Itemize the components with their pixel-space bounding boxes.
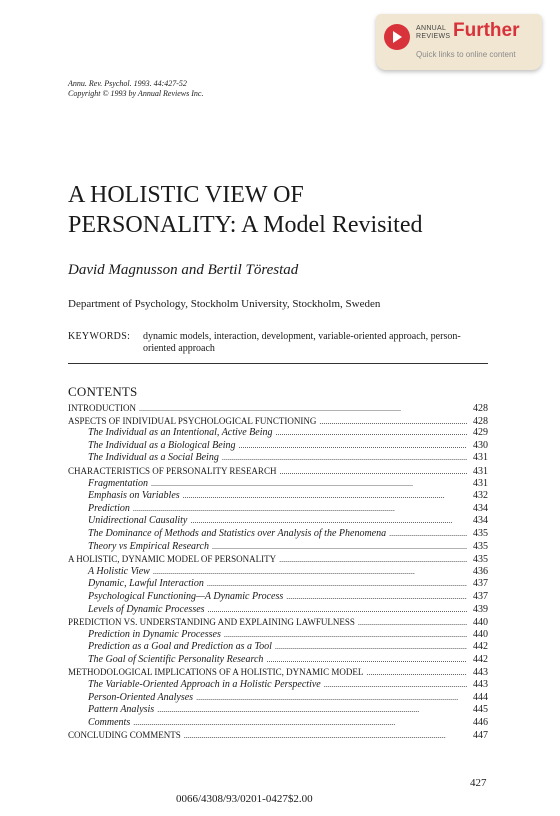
toc-entry[interactable] (68, 629, 488, 642)
toc-entry-page: 431 (473, 477, 488, 489)
toc-leader-dots (190, 515, 467, 528)
toc-entry[interactable] (68, 717, 488, 730)
toc-entry-page: 444 (473, 691, 488, 703)
toc-entry[interactable] (68, 490, 488, 503)
journal-citation: Annu. Rev. Psychol. 1993. 44:427-52 (68, 79, 187, 88)
toc-entry-label: Unidirectional Causality (88, 515, 188, 527)
toc-entry[interactable] (68, 465, 488, 478)
copyright-line: Copyright © 1993 by Annual Reviews Inc. (68, 89, 204, 98)
toc-entry-label: The Individual as a Social Being (88, 452, 219, 464)
toc-leader-dots (184, 730, 467, 743)
toc-leader-dots (212, 541, 467, 554)
toc-leader-dots (324, 679, 467, 692)
further-banner[interactable] (376, 14, 542, 70)
divider (68, 363, 488, 364)
toc-leader-dots (196, 692, 467, 705)
toc-entry-label: The Dominance of Methods and Statistics over Analysis of the Phenomena (88, 527, 387, 539)
toc-entry-page: 435 (473, 554, 488, 566)
toc-leader-dots (286, 591, 467, 604)
toc-entry[interactable] (68, 679, 488, 692)
footer-code: 0066/4308/93/0201-0427$2.00 (176, 793, 313, 805)
toc-entry-page: 434 (473, 502, 488, 514)
toc-entry[interactable] (68, 729, 488, 742)
keywords-label: KEYWORDS: (68, 331, 131, 342)
contents-heading: CONTENTS (68, 384, 138, 399)
toc-entry[interactable] (68, 666, 488, 679)
toc-entry-label: Levels of Dynamic Processes (88, 603, 205, 615)
further-label: Further (453, 20, 520, 41)
toc-entry-label: The Variable-Oriented Approach in a Holistic Perspective (88, 679, 321, 691)
page-number: 427 (470, 777, 487, 789)
toc-entry-label: CHARACTERISTICS OF PERSONALITY RESEARCH (68, 465, 277, 476)
toc-entry-page: 442 (473, 653, 488, 665)
toc-entry[interactable] (68, 402, 488, 415)
toc-entry-page: 445 (473, 704, 488, 716)
toc-entry[interactable] (68, 566, 488, 579)
toc-entry[interactable] (68, 641, 488, 654)
toc-entry-label: Prediction (88, 502, 130, 514)
toc-entry-label: Pattern Analysis (88, 704, 155, 716)
toc-leader-dots (157, 704, 467, 717)
toc-entry[interactable] (68, 503, 488, 516)
toc-entry-page: 428 (473, 403, 488, 414)
toc-entry[interactable] (68, 452, 488, 465)
toc-entry-page: 437 (473, 578, 488, 590)
toc-leader-dots (238, 440, 467, 453)
article-title (68, 180, 422, 240)
toc-entry[interactable] (68, 541, 488, 554)
toc-entry[interactable] (68, 528, 488, 541)
toc-leader-dots (207, 578, 467, 591)
toc-entry[interactable] (68, 440, 488, 453)
toc-entry-label: Theory vs Empirical Research (88, 540, 209, 552)
toc-entry[interactable] (68, 578, 488, 591)
toc-entry-page: 431 (473, 452, 488, 464)
toc-entry-page: 437 (473, 590, 488, 602)
toc-leader-dots (133, 503, 467, 516)
toc-entry-label: INTRODUCTION (68, 403, 136, 413)
affiliation: Department of Psychology, Stockholm University, Stockholm, Sweden (68, 298, 381, 310)
toc-entry-label: Psychological Functioning—A Dynamic Process (88, 590, 284, 602)
toc-entry[interactable] (68, 692, 488, 705)
toc-entry-label: A Holistic View (88, 565, 150, 577)
toc-entry-page: 432 (473, 490, 488, 502)
toc-entry-page: 442 (473, 641, 488, 653)
toc-entry-label: PREDICTION VS. UNDERSTANDING AND EXPLAINING LAWFULNESS (68, 617, 355, 628)
toc-entry[interactable] (68, 478, 488, 491)
keywords (68, 331, 488, 355)
toc-entry-label: Person-Oriented Analyses (88, 691, 194, 703)
toc-entry-page: 431 (473, 465, 488, 477)
toc-entry[interactable] (68, 616, 488, 629)
authors: David Magnusson and Bertil Törestad (68, 262, 299, 278)
play-arrow-icon (384, 24, 410, 50)
toc-entry-label: Fragmentation (88, 477, 148, 489)
toc-entry-page: 446 (473, 716, 488, 728)
toc-entry[interactable] (68, 591, 488, 604)
toc-leader-dots (133, 717, 467, 730)
toc-entry-page: 440 (473, 628, 488, 640)
toc-entry-page: 434 (473, 515, 488, 527)
toc-entry[interactable] (68, 604, 488, 617)
toc-entry-label: The Individual as an Intentional, Active Being (88, 427, 273, 439)
toc-entry[interactable] (68, 704, 488, 717)
toc-entry-page: 447 (473, 730, 488, 742)
toc-entry[interactable] (68, 415, 488, 428)
toc-leader-dots (208, 604, 467, 617)
keywords-text: dynamic models, interaction, development, variable-oriented approach, person-oriented approach (143, 331, 461, 354)
toc-entry-page: 435 (473, 540, 488, 552)
annual-reviews-logo: ANNUAL REVIEWS (416, 25, 451, 40)
toc-entry-label: Emphasis on Variables (88, 490, 180, 502)
toc-leader-dots (222, 452, 467, 465)
toc-entry[interactable] (68, 553, 488, 566)
title-line-2: PERSONALITY: A Model Revisited (68, 212, 423, 238)
toc-entry-page: 429 (473, 427, 488, 439)
toc-entry-label: The Goal of Scientific Personality Research (88, 653, 264, 665)
toc-entry-label: Dynamic, Lawful Interaction (88, 578, 204, 590)
toc-entry-label: Prediction as a Goal and Prediction as a Tool (88, 641, 272, 653)
toc-leader-dots (183, 490, 467, 503)
toc-entry-label: Comments (88, 716, 131, 728)
toc-entry[interactable] (68, 654, 488, 667)
toc-entry-page: 443 (473, 667, 488, 679)
further-subtitle: Quick links to online content (416, 50, 516, 59)
toc-entry-page: 440 (473, 617, 488, 629)
toc-entry-label: METHODOLOGICAL IMPLICATIONS OF A HOLISTIC, DYNAMIC MODEL (68, 667, 364, 678)
toc-leader-dots (153, 566, 467, 579)
toc-leader-dots (275, 641, 467, 654)
toc-entry-page: 435 (473, 527, 488, 539)
toc-entry-label: The Individual as a Biological Being (88, 439, 236, 451)
toc-entry-label: ASPECTS OF INDIVIDUAL PSYCHOLOGICAL FUNCTIONING (68, 415, 317, 426)
title-line-1: A HOLISTIC VIEW OF (68, 182, 304, 208)
table-of-contents (68, 402, 488, 742)
toc-leader-dots (151, 478, 467, 491)
toc-leader-dots (276, 427, 467, 440)
toc-entry-label: A HOLISTIC, DYNAMIC MODEL OF PERSONALITY (68, 554, 277, 565)
toc-entry-page: 436 (473, 565, 488, 577)
toc-leader-dots (266, 654, 467, 667)
toc-entry-page: 430 (473, 439, 488, 451)
toc-entry-label: CONCLUDING COMMENTS (68, 730, 181, 741)
toc-entry-page: 439 (473, 603, 488, 615)
citation (68, 79, 203, 99)
toc-leader-dots (389, 528, 467, 541)
toc-entry[interactable] (68, 515, 488, 528)
toc-entry[interactable] (68, 427, 488, 440)
toc-entry-label: Prediction in Dynamic Processes (88, 628, 221, 640)
toc-entry-page: 428 (473, 415, 488, 427)
toc-leader-dots (224, 629, 467, 642)
toc-entry-page: 443 (473, 679, 488, 691)
